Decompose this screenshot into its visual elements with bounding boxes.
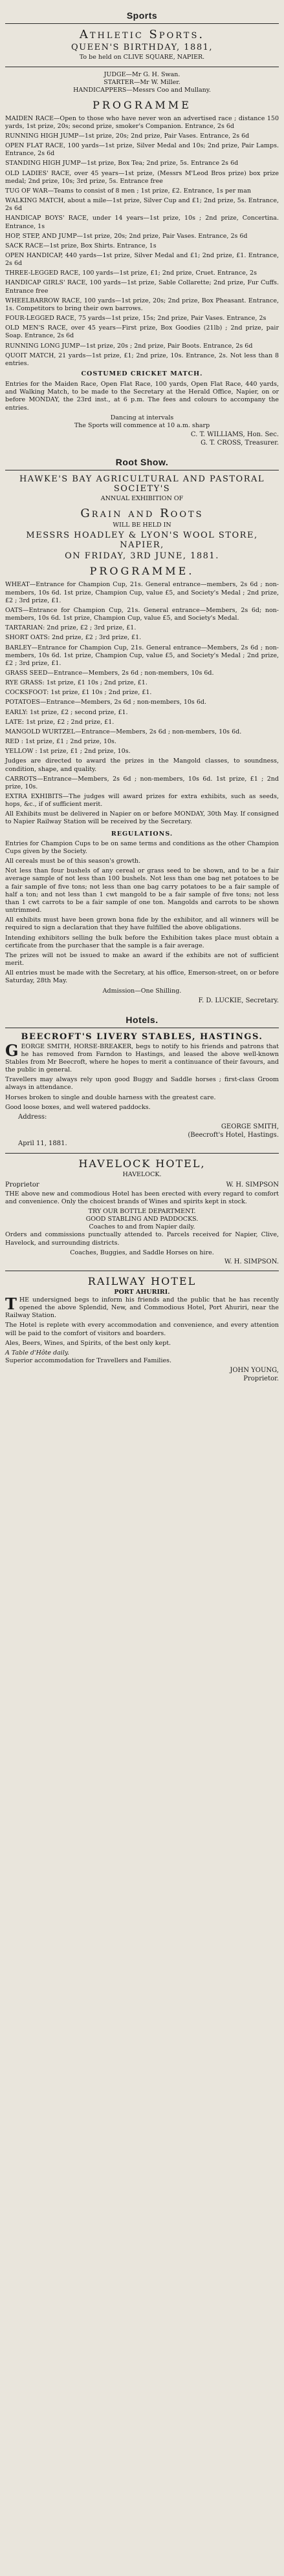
ad-railway-signature-name: JOHN YOUNG,	[230, 1367, 279, 1375]
root-show-section-heading: Root Show.	[5, 457, 279, 470]
root-show-regulations-list	[5, 840, 279, 986]
ad-beecrofts-address-label: Address:	[18, 1113, 47, 1121]
root-show-regulation: All entries must be made with the Secretary, at his office, Emerson-street, on or before Saturday, 28th May.	[5, 969, 279, 985]
ad-railway-body: The Hotel is replete with every accommodation and convenience, and every attention will be paid to the comfort of visitors and boarders.	[5, 1322, 279, 1337]
root-show-society: HAWKE'S BAY AGRICULTURAL AND PASTORAL SOCIETY'S	[19, 474, 265, 494]
root-show-event: WHEAT—Entrance for Champion Cup, 21s. General entrance—members, 2s 6d ; non-members, 10s 6d. 1st prize, Champion Cup, value £5, and Society's Medal ; 2nd prize, £2 ; 3rd prize, £1.	[5, 581, 279, 604]
root-show-signature: F. D. LUCKIE, Secretary.	[198, 997, 279, 1004]
ad-beecrofts-signature-name: GEORGE SMITH,	[221, 1123, 279, 1130]
ad-railway-subhead: PORT AHURIRI.	[114, 1288, 170, 1296]
root-show-admission: Admission—One Shilling.	[102, 987, 182, 995]
sports-event: THREE-LEGGED RACE, 100 yards—1st prize, £1; 2nd prize, Cruet. Entrance, 2s	[5, 269, 257, 277]
sports-signature: G. T. CROSS, Treasurer.	[201, 439, 279, 447]
root-show-venue: MESSRS HOADLEY & LYON'S WOOL STORE, NAPIER,	[26, 531, 258, 551]
root-show-event: RED : 1st prize, £1 ; 2nd prize, 10s.	[5, 738, 116, 746]
root-show-event: BARLEY—Entrance for Champion Cup, 21s. General entrance—Members, 2s 6d ; non-members, 10s 6d. 1st prize, Champion Cup, value £5, and Society's Medal ; 2nd prize, £2 ; 3rd prize, £1.	[5, 644, 279, 667]
ad-railway-initial: T	[5, 1294, 17, 1313]
sports-official: HANDICAPPERS—Messrs Coo and Mullany.	[73, 87, 211, 94]
root-show-event: MANGOLD WURTZEL—Entrance—Members, 2s 6d ; non-members, 10s 6d.	[5, 728, 242, 735]
sports-section-heading: Sports	[5, 10, 279, 24]
root-show-regulation: All exhibits must have been grown bona fide by the exhibitor, and all winners will be required to sign a declaration that they have fulfilled the above obligations.	[5, 916, 279, 932]
sports-official: JUDGE—Mr G. H. Swan.	[104, 71, 180, 79]
sports-subtitle: QUEEN'S BIRTHDAY, 1881,	[71, 43, 213, 52]
sports-event: QUOIT MATCH, 21 yards—1st prize, £1; 2nd prize, 10s. Entrance, 2s. Not less than 8 entries.	[5, 352, 279, 367]
root-show-event: GRASS SEED—Entrance—Members, 2s 6d ; non-members, 10s 6d.	[5, 669, 214, 677]
ad-railway-body: A Table d'Hôte daily.	[5, 1349, 70, 1357]
ad-havelock-body: Orders and commissions punctually attended to. Parcels received for Napier, Clive, Havelock, and surrounding districts.	[5, 1231, 279, 1247]
sports-event: MAIDEN RACE—Open to those who have never won an advertised race ; distance 150 yards, 1st prize, 20s; second prize, smoker's Companion. Entrance, 2s 6d	[5, 114, 279, 130]
root-show-event: CARROTS—Entrance—Members, 2s 6d ; non-members, 10s 6d. 1st prize, £1 ; 2nd prize, 10s.	[5, 775, 279, 790]
ad-beecrofts-body: Good loose boxes, and well watered paddocks.	[5, 1103, 151, 1111]
sports-official: STARTER—Mr W. Miller.	[104, 79, 180, 87]
root-show-regulation: All cereals must be of this season's growth.	[5, 858, 141, 865]
sports-event: WALKING MATCH, about a mile—1st prize, Silver Cup and £1; 2nd prize, 5s. Entrance, 2s 6d	[5, 197, 279, 213]
sports-programme-title: PROGRAMME	[93, 98, 191, 111]
ad-beecrofts-body: Travellers may always rely upon good Buggy and Saddle horses ; first-class Groom always in attendance.	[5, 1076, 279, 1092]
root-show-event: LATE: 1st prize, £2 ; 2nd prize, £1.	[5, 718, 115, 726]
ad-havelock-hotel	[5, 1157, 279, 1265]
sports-event: SACK RACE—1st prize, Box Shirts. Entrance, 1s	[5, 242, 157, 249]
ad-railway-signature-title: Proprietor.	[243, 1375, 279, 1383]
sports-event: OLD MEN'S RACE, over 45 years—First prize, Box Goodies (21lb) ; 2nd prize, pair Soap. Entrance, 2s 6d	[5, 324, 279, 340]
ad-railway-body: Ales, Beers, Wines, and Spirits, of the best only kept.	[5, 1339, 171, 1347]
sports-event: OPEN HANDICAP, 440 yards—1st prize, Silver Medal and £1; 2nd prize, £1. Entrance, 2s 6d	[5, 251, 279, 268]
ad-havelock-body: Coaches to and from Napier daily.	[89, 1223, 195, 1231]
hotels-section-heading: Hotels.	[5, 1015, 279, 1028]
root-show-regulation: Entries for Champion Cups to be on same terms and conditions as the other Champion Cups given by the Society.	[5, 839, 279, 855]
sports-note: Dancing at intervals	[110, 414, 174, 421]
root-show-programme-title: PROGRAMME.	[89, 565, 195, 578]
ad-railway-headline: RAILWAY HOTEL	[87, 1274, 197, 1287]
sports-note: The Sports will commence at 10 a.m. sharp	[74, 421, 210, 429]
sports-event: HANDICAP BOYS' RACE, under 14 years—1st prize, 10s ; 2nd prize, Concertina. Entrance, 1s	[5, 215, 279, 230]
ad-havelock-body: Coaches, Buggies, and Saddle Horses on hire.	[70, 1249, 214, 1256]
ad-havelock-body: THE above new and commodious Hotel has been erected with every regard to comfort and convenience. Only the choicest brands of Wines and spirits kept in stock.	[5, 1190, 279, 1205]
root-show-event: POTATOES—Entrance—Members, 2s 6d ; non-members, 10s 6d.	[5, 699, 206, 706]
root-show-regulation: Not less than four bushels of any cereal or grass seed to be shown, and to be a fair average sample of not less than 100 bushels. Not less than one bag net potatoes to be a fair sample of five tons; not less than one bag carry potatoes to be a fair sample of half a ton; and not less than 1 cwt mangold to be a fair sample of five tons; not less than 1 cwt carrots to be a fair sample of one ton. Mangolds and carrots to be shown untrimmed.	[5, 867, 279, 914]
root-show-event: YELLOW : 1st prize, £1 ; 2nd prize, 10s.	[5, 748, 131, 755]
sports-event: HOP, STEP, AND JUMP—1st prize, 20s; 2nd prize, Pair Vases. Entrance, 2s 6d	[5, 232, 248, 240]
root-show-event: COCKSFOOT: 1st prize, £1 10s ; 2nd prize, £1.	[5, 689, 152, 697]
root-show-event: EARLY: 1st prize, £2 ; second prize, £1.	[5, 708, 128, 716]
sports-event: FOUR-LEGGED RACE, 75 yards—1st prize, 15s; 2nd prize, Pair Vases. Entrance, 2s	[5, 315, 267, 322]
root-show-event: OATS—Entrance for Champion Cup, 21s. General entrance—Members, 2s 6d; non-members, 10s 6d. 1st prize, Champion Cup, value £5, and Society's Medal.	[5, 606, 279, 622]
root-show-regulations-title: REGULATIONS.	[111, 830, 173, 838]
sports-note: Entries for the Maiden Race, Open Flat Race, 100 yards, Open Flat Race, 440 yards, and Walking Match, to be made to the Secretary at the Herald Office, Napier, on or before MONDAY, the 23rd inst., at 6 p.m. The fees and colours to accompany the entries.	[5, 381, 279, 412]
root-show-regulation: The prizes will not be issued to make an award if the exhibits are not of sufficient merit.	[5, 951, 279, 967]
ad-beecrofts-body: EORGE SMITH, HORSE-BREAKER, begs to notify to his friends and patrons that he has removed from Farndon to Hastings, and leased the above well-known Stables from Mr Beecroft, where he hopes to merit a continuance of their favours, and the public in general.	[5, 1042, 279, 1074]
sports-signature: C. T. WILLIAMS, Hon. Sec.	[190, 431, 279, 439]
sports-venue: To be held on CLIVE SQUARE, NAPIER.	[79, 54, 205, 61]
ad-havelock-signature: W. H. SIMPSON.	[224, 1258, 279, 1265]
root-show-event: Judges are directed to award the prizes in the Mangold classes, to soundness, condition, shape, and quality.	[5, 757, 279, 773]
ad-havelock-body: GOOD STABLING AND PADDOCKS.	[85, 1216, 199, 1223]
root-show-held-at: WILL BE HELD IN	[113, 522, 171, 529]
ad-havelock-proprietor-label: Proprietor	[5, 1181, 39, 1188]
sports-event: STANDING HIGH JUMP—1st prize, Box Tea; 2nd prize, 5s. Entrance 2s 6d	[5, 160, 239, 167]
ad-havelock-headline: HAVELOCK HOTEL,	[78, 1157, 206, 1170]
ad-railway-body: HE undersigned begs to inform his friends and the public that he has recently opened the above Splendid, New, and Commodious Hotel, Port Ahuriri, near the Railway Station.	[5, 1296, 279, 1320]
ad-beecrofts-headline: BEECROFT'S LIVERY STABLES, HASTINGS.	[21, 1031, 263, 1042]
ad-railway-body: Superior accommodation for Travellers and Families.	[5, 1357, 172, 1365]
root-show-event: SHORT OATS: 2nd prize, £2 ; 3rd prize, £1.	[5, 634, 142, 642]
sports-event: WHEELBARROW RACE, 100 yards—1st prize, 20s; 2nd prize, Box Pheasant. Entrance, 1s. Competitors to bring their own barrows.	[5, 297, 279, 312]
ad-beecrofts-livery	[5, 1032, 279, 1148]
root-show-event-list	[5, 581, 279, 808]
ad-havelock-subhead: HAVELOCK.	[122, 1171, 162, 1179]
sports-closing-event: COSTUMED CRICKET MATCH.	[81, 370, 203, 377]
sports-event: OPEN FLAT RACE, 100 yards—1st prize, Silver Medal and 10s; 2nd prize, Pair Lamps. Entrance, 2s 6d	[5, 142, 279, 158]
ad-havelock-proprietor-line	[5, 1181, 279, 1188]
ad-beecrofts-signature-place: (Beecroft's Hotel, Hastings.	[188, 1131, 279, 1139]
sports-event: OLD LADIES' RACE, over 45 years—1st prize, (Messrs M'Leod Bros prize) box prize medal; 2nd prize, 10s; 3rd prize, 5s. Entrance free	[5, 169, 279, 185]
root-show-event: RYE GRASS: 1st prize, £1 10s ; 2nd prize, £1.	[5, 679, 147, 687]
root-show-exhibition: ANNUAL EXHIBITION OF	[100, 495, 184, 503]
sports-event: RUNNING HIGH JUMP—1st prize, 20s; 2nd prize, Pair Vases. Entrance, 2s 6d	[5, 132, 250, 140]
sports-event: HANDICAP GIRLS' RACE, 100 yards—1st prize, Sable Collarette; 2nd prize, Fur Cuffs. Entrance free	[5, 279, 279, 295]
ad-beecrofts-initial: G	[5, 1040, 19, 1060]
sports-event-list	[5, 115, 279, 368]
sports-event: TUG OF WAR—Teams to consist of 8 men ; 1st prize, £2. Entrance, 1s per man	[5, 187, 251, 195]
root-show-title: Grain and Roots	[80, 507, 204, 521]
root-show-event: EXTRA EXHIBITS—The judges will award prizes for extra exhibits, such as seeds, hops, &c., if of sufficient merit.	[5, 793, 279, 808]
root-show-regulation: Intending exhibitors selling the bulk before the Exhibition takes place must obtain a certificate from the purchaser that the sample is a fair average.	[5, 934, 279, 949]
ad-havelock-proprietor-name: W. H. SIMPSON	[226, 1181, 279, 1188]
root-show-event: TARTARIAN: 2nd prize, £2 ; 3rd prize, £1.	[5, 624, 137, 632]
root-show-date: ON FRIDAY, 3RD JUNE, 1881.	[65, 551, 219, 562]
root-show-note: All Exhibits must be delivered in Napier on or before MONDAY, 30th May. If consigned to Napier Railway Station will be received by the Secretary.	[5, 810, 279, 826]
ad-beecrofts-date: April 11, 1881.	[18, 1139, 67, 1147]
ad-railway-hotel	[5, 1275, 279, 1382]
sports-event: RUNNING LONG JUMP—1st prize, 20s ; 2nd prize, Pair Boots. Entrance, 2s 6d	[5, 342, 253, 350]
ad-beecrofts-body: Horses broken to single and double harness with the greatest care.	[5, 1093, 216, 1101]
sports-title: Athletic Sports.	[79, 28, 205, 41]
ad-havelock-body: TRY OUR BOTTLE DEPARTMENT.	[88, 1207, 196, 1215]
